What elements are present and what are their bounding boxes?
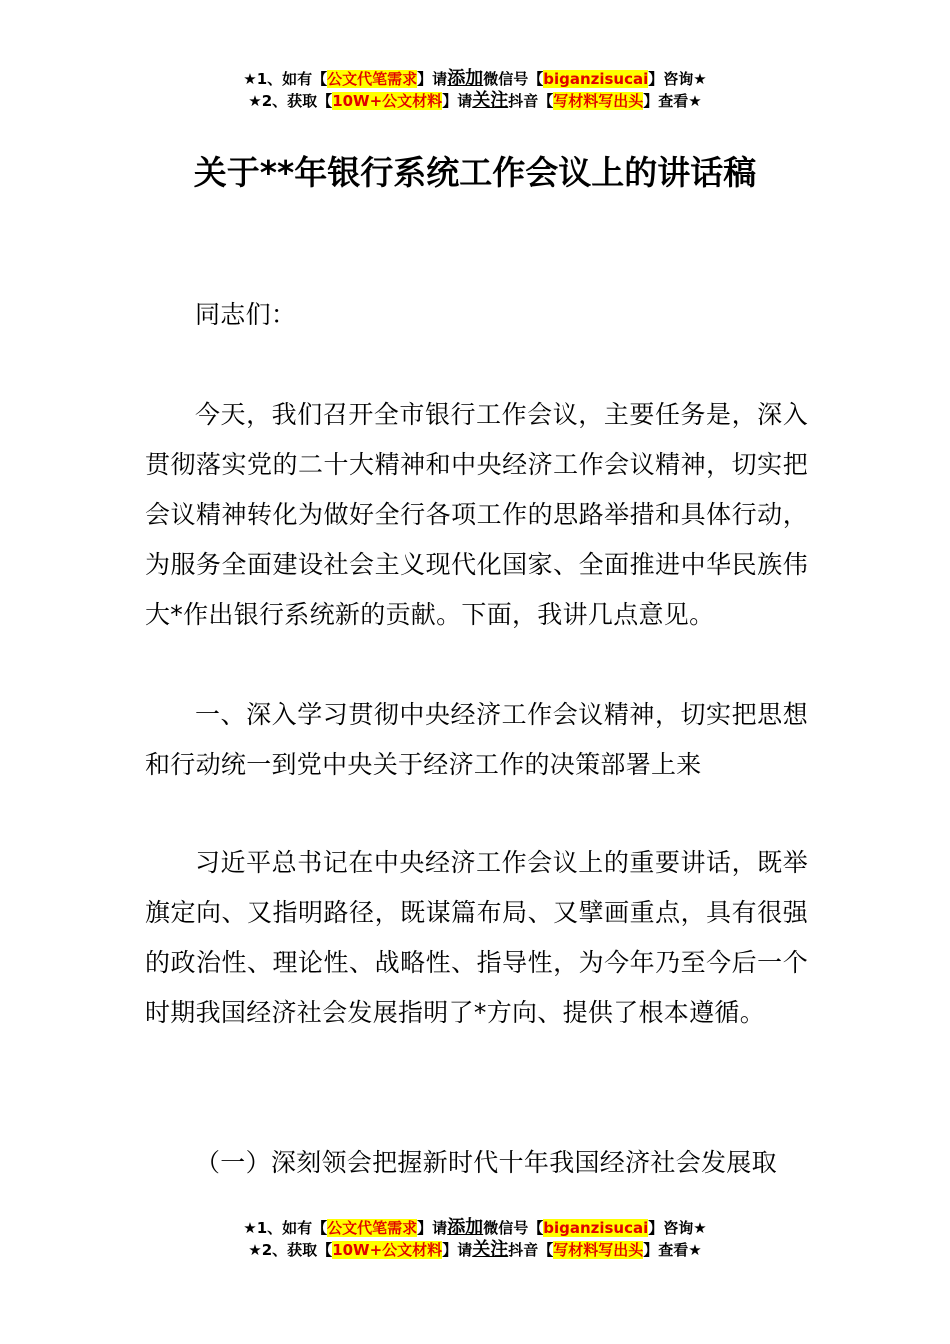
banner-2-emphasis: 关注	[472, 90, 509, 111]
footer-1-suffix: 】咨询★	[648, 1219, 707, 1237]
banner-1-emphasis: 添加	[447, 68, 484, 89]
document-title: 关于**年银行系统工作会议上的讲话稿	[193, 153, 757, 192]
footer-2-suffix: 】查看★	[643, 1241, 702, 1259]
banner-2-prefix: ★2、获取【	[248, 92, 333, 110]
subsection-heading-1: （一）深刻领会把握新时代十年我国经济社会发展取	[195, 1148, 777, 1177]
footer-1-emphasis: 添加	[447, 1217, 484, 1238]
section-heading-1: 一、深入学习贯彻中央经济工作会议精神，切实把思想和行动统一到党中央关于经济工作的决策部署上来	[145, 700, 808, 779]
footer-1-mid: 】请	[417, 1219, 448, 1237]
banner-line-1	[0, 68, 950, 90]
banner-1-highlight-wechat: biganzisucai	[543, 70, 649, 88]
speech-paragraph: 习近平总书记在中央经济工作会议上的重要讲话，既举旗定向、又指明路径，既谋篇布局、又擘画重点，具有很强的政治性、理论性、战略性、指导性，为今年乃至今后一个时期我国经济社会发展指明了*方向、提供了根本遵循。	[145, 848, 808, 1027]
header-banner	[0, 68, 950, 112]
banner-2-suffix: 】查看★	[643, 92, 702, 110]
banner-1-mid2: 微信号【	[483, 70, 544, 88]
greeting-paragraph: 同志们：	[195, 300, 297, 329]
footer-1-mid2: 微信号【	[483, 1219, 544, 1237]
banner-1-prefix: ★1、如有【	[243, 70, 328, 88]
banner-2-mid: 】请	[442, 92, 473, 110]
banner-2-highlight-douyin: 写材料写出头	[553, 92, 644, 110]
banner-2-mid2: 抖音【	[508, 92, 554, 110]
footer-1-highlight-service: 公文代笔需求	[327, 1219, 418, 1237]
banner-1-mid: 】请	[417, 70, 448, 88]
footer-1-highlight-wechat: biganzisucai	[543, 1219, 649, 1237]
footer-2-prefix: ★2、获取【	[248, 1241, 333, 1259]
banner-2-highlight-materials: 10W+公文材料	[332, 92, 443, 110]
footer-2-highlight-materials: 10W+公文材料	[332, 1241, 443, 1259]
banner-1-highlight-service: 公文代笔需求	[327, 70, 418, 88]
banner-1-suffix: 】咨询★	[648, 70, 707, 88]
footer-banner-line-2	[0, 1239, 950, 1261]
footer-2-emphasis: 关注	[472, 1239, 509, 1260]
banner-line-2	[0, 90, 950, 112]
footer-2-mid: 】请	[442, 1241, 473, 1259]
footer-2-mid2: 抖音【	[508, 1241, 554, 1259]
footer-2-highlight-douyin: 写材料写出头	[553, 1241, 644, 1259]
footer-1-prefix: ★1、如有【	[243, 1219, 328, 1237]
footer-banner	[0, 1217, 950, 1261]
intro-paragraph: 今天，我们召开全市银行工作会议，主要任务是，深入贯彻落实党的二十大精神和中央经济工作会议精神，切实把会议精神转化为做好全行各项工作的思路举措和具体行动，为服务全面建设社会主义现代化国家、全面推进中华民族伟大*作出银行系统新的贡献。下面，我讲几点意见。	[145, 400, 808, 629]
footer-banner-line-1	[0, 1217, 950, 1239]
